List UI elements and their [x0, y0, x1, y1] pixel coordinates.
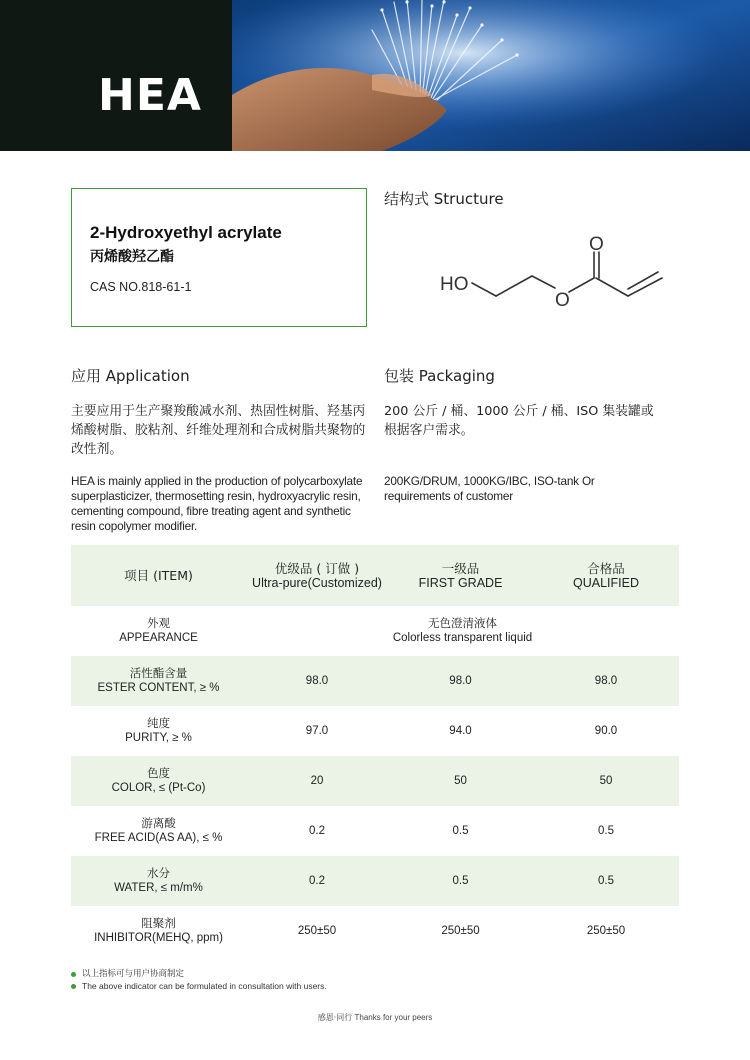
header-banner	[0, 0, 750, 151]
qualified-value: 50	[599, 775, 613, 787]
qualified-value: 0.5	[598, 875, 614, 887]
first-value: 98.0	[449, 675, 472, 687]
carbonyl-oxygen-label: O	[589, 234, 604, 255]
first-value: 0.5	[452, 825, 469, 837]
table-row	[71, 856, 679, 906]
table-row	[71, 706, 679, 756]
product-info-box	[71, 188, 367, 327]
item-cell: 阻聚剂 INHIBITOR(MEHQ, ppm)	[94, 916, 223, 944]
header-ultra-pure: 优级品 ( 订做 ) Ultra-pure(Customized)	[252, 560, 382, 590]
page-footer	[0, 1012, 750, 1023]
product-code-title: HEA	[98, 70, 202, 121]
application-text-cn: 主要应用于生产聚羧酸减水剂、热固性树脂、羟基丙烯酸树脂、胶粘剂、纤维处理剂和合成树脂共聚物的改性剂。	[71, 404, 366, 457]
fiber-optic-hand-photo	[232, 0, 750, 151]
footer-en: Thanks for your peers	[354, 1013, 433, 1022]
packaging-text-en: 200KG/DRUM, 1000KG/IBC, ISO-tank Or requirements of customer	[384, 474, 595, 503]
first-value: 250±50	[441, 925, 480, 937]
product-name-en: 2-Hydroxyethyl acrylate	[90, 223, 282, 242]
table-notes	[71, 968, 327, 992]
first-value: 94.0	[449, 725, 472, 737]
table-row	[71, 756, 679, 806]
item-cell: 色度 COLOR, ≤ (Pt-Co)	[111, 766, 206, 794]
header-qualified: 合格品 QUALIFIED	[573, 560, 639, 590]
table-row	[71, 806, 679, 856]
product-name-cn: 丙烯酸羟乙酯	[90, 249, 174, 265]
cas-number: CAS NO.818-61-1	[90, 280, 192, 294]
note-en	[71, 980, 327, 992]
note-cn	[71, 968, 327, 980]
ether-oxygen-label: O	[555, 290, 570, 311]
table-row	[71, 656, 679, 706]
ultra-value: 98.0	[305, 675, 329, 687]
ultra-value: 0.2	[309, 875, 325, 887]
qualified-value: 0.5	[598, 825, 614, 837]
ultra-value: 20	[310, 775, 324, 787]
table-header-row	[71, 545, 679, 606]
qualified-value: 250±50	[586, 925, 626, 937]
ultra-value: 0.2	[309, 825, 325, 837]
note-en-text: The above indicator can be formulated in consultation with users.	[82, 981, 327, 991]
item-cell: 纯度 PURITY, ≥ %	[125, 716, 192, 744]
header-first-grade: 一级品 FIRST GRADE	[418, 560, 503, 590]
bullet-dot-icon	[71, 984, 76, 989]
qualified-value: 98.0	[594, 675, 618, 687]
footer-cn: 感恩·同行	[317, 1013, 353, 1022]
header-item: 项目 (ITEM)	[124, 568, 193, 583]
ultra-value: 250±50	[297, 925, 337, 937]
first-value: 50	[454, 775, 467, 787]
item-cell: 游离酸 FREE ACID(AS AA), ≤ %	[94, 816, 223, 844]
hydroxyl-label: HO	[440, 274, 469, 295]
appearance-value-cell: 无色澄清液体 Colorless transparent liquid	[392, 616, 533, 644]
packaging-text-cn: 200 公斤 / 桶、1000 公斤 / 桶、ISO 集装罐或根据客户需求。	[384, 404, 654, 438]
application-heading: 应用 Application	[71, 367, 190, 385]
bullet-dot-icon	[71, 972, 76, 977]
qualified-value: 90.0	[594, 725, 618, 737]
ultra-value: 97.0	[305, 725, 329, 737]
table-row	[71, 906, 679, 956]
first-value: 0.5	[452, 875, 469, 887]
item-cell: 活性酯含量 ESTER CONTENT, ≥ %	[97, 666, 220, 694]
table-row-appearance	[71, 606, 679, 656]
application-text-en: HEA is mainly applied in the production of polycarboxylate superplasticizer, thermosetting resin, hydroxyacrylic resin, cementing compound, fibre treating agent and synthetic resin copolymer modifier.	[71, 474, 363, 533]
structure-heading: 结构式 Structure	[384, 190, 504, 208]
packaging-heading: 包装 Packaging	[384, 367, 495, 385]
structure-formula-diagram	[432, 230, 672, 314]
item-cell: 外观 APPEARANCE	[119, 616, 198, 644]
specification-table	[71, 545, 679, 956]
note-cn-text: 以上指标可与用户协商制定	[82, 969, 185, 979]
item-cell: 水分 WATER, ≤ m/m%	[114, 866, 203, 894]
